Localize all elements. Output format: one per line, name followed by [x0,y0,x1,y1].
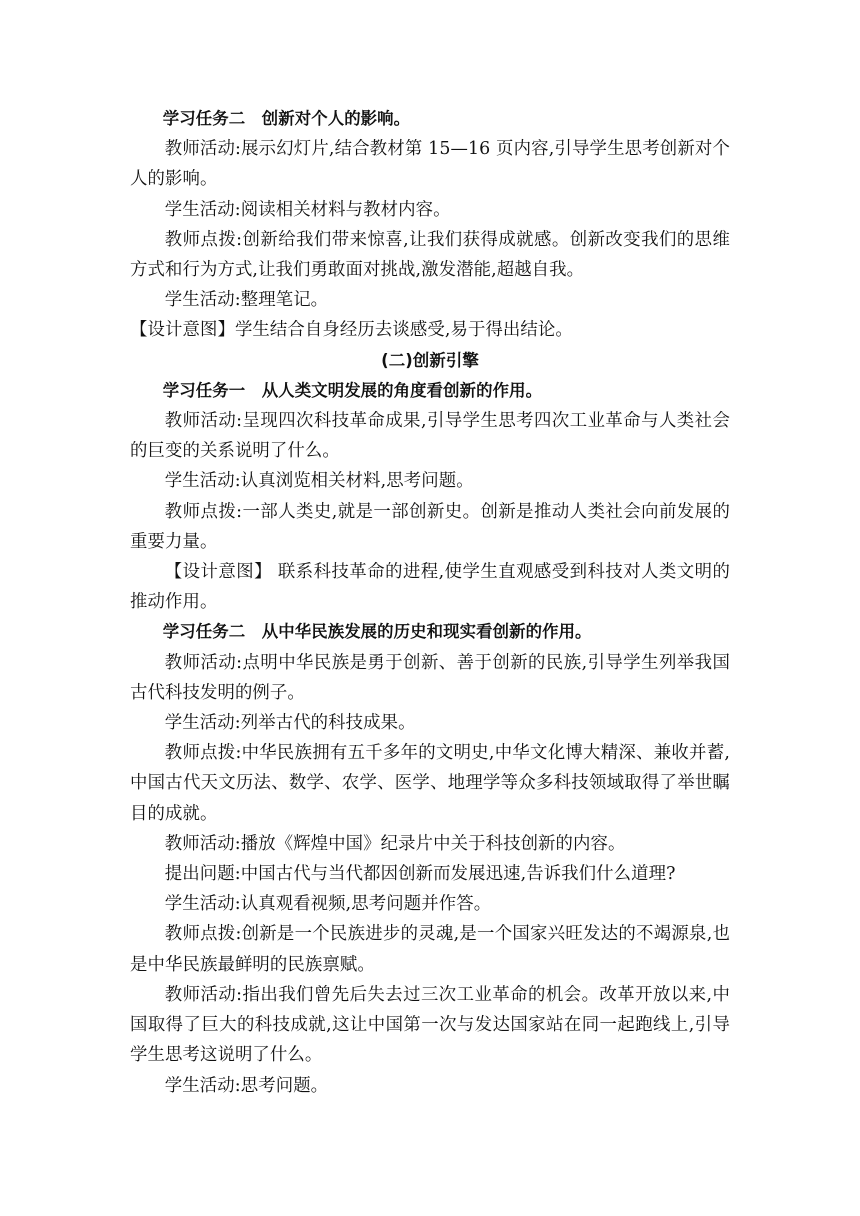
paragraph: 教师活动:点明中华民族是勇于创新、善于创新的民族,引导学生列举我国古代科技发明的例子。 [130,652,730,703]
paragraph: 教师点拨:中华民族拥有五千多年的文明史,中华文化博大精深、兼收并蓄,中国古代天文历法、数学、农学、医学、地理学等众多科技领域取得了举世瞩目的成就。 [130,743,730,824]
paragraph: 学生活动:认真浏览相关材料,思考问题。 [164,471,474,492]
design-intent: 【设计意图】学生结合自身经历去谈感受,易于得出结论。 [130,320,573,341]
document-page [130,104,730,1101]
paragraph: 教师活动:指出我们曾先后失去过三次工业革命的机会。改革开放以来,中国取得了巨大的科技成就,这让中国第一次与发达国家站在同一起跑线上,引导学生思考这说明了什么。 [130,984,730,1066]
paragraph: 教师点拨:创新给我们带来惊喜,让我们获得成就感。创新改变我们的思维方式和行为方式,让我们勇敢面对挑战,激发潜能,超越自我。 [130,229,730,281]
paragraph: 学生活动:列举古代的科技成果。 [164,713,416,734]
paragraph: 提出问题:中国古代与当代都因创新而发展迅速,告诉我们什么道理? [164,864,676,885]
paragraph: 教师点拨:创新是一个民族进步的灵魂,是一个国家兴旺发达的不竭源泉,也是中华民族最鲜明的民族禀赋。 [130,924,730,975]
paragraph: 教师活动:播放《辉煌中国》纪录片中关于科技创新的内容。 [164,833,626,854]
task-heading: 学习任务一 从人类文明发展的角度看创新的作用。 [162,380,543,400]
paragraph: 教师活动:展示幻灯片,结合教材第 15—16 页内容,引导学生思考创新对个人的影响。 [130,139,730,190]
task-heading: 学习任务二 创新对个人的影响。 [162,109,411,128]
section-title: (二)创新引擎 [381,350,479,370]
paragraph: 教师点拨:一部人类史,就是一部创新史。创新是推动人类社会向前发展的重要力量。 [130,501,730,552]
paragraph: 教师活动:呈现四次科技革命成果,引导学生思考四次工业革命与人类社会的巨变的关系说明了什么。 [130,411,730,462]
paragraph: 学生活动:整理笔记。 [164,290,329,311]
task-heading: 学习任务二 从中华民族发展的历史和现实看创新的作用。 [162,622,592,642]
paragraph: 学生活动:思考问题。 [164,1075,329,1096]
paragraph: 学生活动:认真观看视频,思考问题并作答。 [164,894,492,915]
design-intent: 【设计意图】 联系科技革命的进程,使学生直观感受到科技对人类文明的推动作用。 [130,562,730,613]
paragraph: 学生活动:阅读相关材料与教材内容。 [164,199,451,220]
